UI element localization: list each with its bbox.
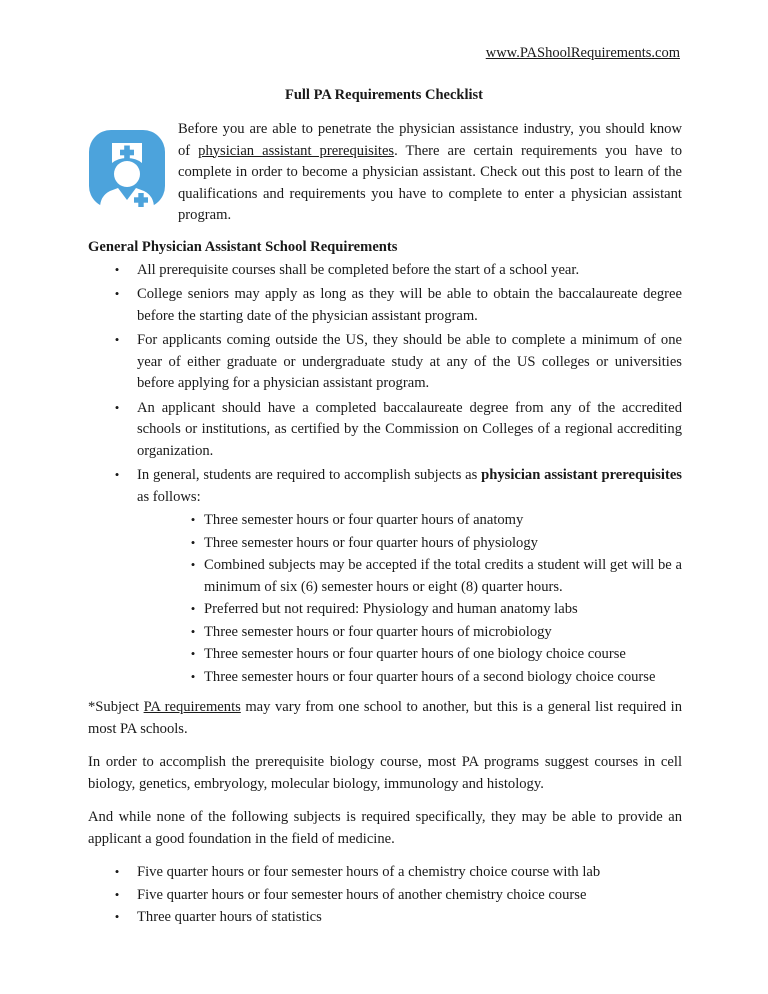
list-item [88, 284, 682, 327]
physician-assistant-logo [88, 125, 172, 221]
list-item-label: Preferred but not required: Physiology and human anatomy labs [204, 601, 578, 617]
prereq-text-part2: as follows: [137, 488, 201, 505]
site-url-link[interactable]: www.PAShoolRequirements.com [485, 45, 680, 61]
bullet-icon: • [114, 261, 120, 277]
bullet-icon: • [190, 646, 196, 661]
bullet-icon: • [190, 668, 196, 684]
list-item [88, 330, 682, 395]
list-item [137, 533, 682, 555]
list-item [137, 555, 682, 598]
list-item-label: Three quarter hours of statistics [137, 909, 322, 925]
list-item-label: Three semester hours or four quarter hours of microbiology [204, 623, 552, 640]
list-item [88, 907, 682, 929]
list-item-label: College seniors may apply as long as they will be able to obtain the baccalaureate degree before the starting date of the physician assistant program. [137, 286, 682, 324]
bullet-icon: • [114, 286, 120, 301]
prereq-text-part1: In general, students are required to accomplish subjects as [137, 467, 482, 483]
list-item [137, 644, 682, 666]
list-item [88, 260, 682, 282]
bullet-icon: • [114, 864, 120, 879]
pa-requirements-link[interactable]: PA requirements [143, 699, 241, 715]
site-url-header [88, 44, 680, 62]
list-item-label: Three semester hours or four quarter hours of a second biology choice course [204, 668, 656, 685]
bullet-icon: • [190, 512, 196, 527]
bullet-icon: • [190, 623, 196, 639]
prerequisite-subjects-list [137, 510, 682, 688]
note-text-part1: *Subject [88, 699, 144, 715]
list-item-label: Five quarter hours or four semester hours of a chemistry choice course with lab [137, 864, 601, 880]
list-item [88, 862, 682, 884]
bullet-icon: • [114, 886, 120, 902]
bullet-icon: • [190, 601, 196, 616]
list-item-label: Three semester hours or four quarter hours of physiology [204, 534, 538, 551]
list-item-label: Three semester hours or four quarter hours of one biology choice course [204, 646, 626, 662]
bullet-icon: • [190, 557, 196, 572]
bullet-icon: • [114, 909, 120, 924]
bullet-icon: • [114, 332, 120, 347]
bullet-icon: • [114, 467, 120, 482]
intro-text-part1: Before you are able to penetrate the physician assistance industry, you should know of [178, 121, 682, 159]
list-item [137, 599, 682, 621]
bullet-icon: • [114, 399, 120, 415]
document-body [88, 119, 682, 930]
list-item-label: Three semester hours or four quarter hours of anatomy [204, 512, 524, 528]
bullet-icon: • [190, 534, 196, 550]
general-requirements-list [88, 260, 682, 689]
list-item-label: Five quarter hours or four semester hours of another chemistry choice course [137, 886, 587, 903]
physician-assistant-logo-icon [88, 125, 166, 213]
list-item-prerequisites [88, 465, 682, 688]
list-item-label [137, 465, 682, 508]
list-item-label: All prerequisite courses shall be completed before the start of a school year. [137, 261, 580, 278]
list-item-label: An applicant should have a completed baccalaureate degree from any of the accredited schools or institutions, as certified by the Commission on Colleges of a regional accrediting organization. [137, 399, 682, 459]
intro-paragraph [88, 119, 682, 227]
list-item [88, 885, 682, 907]
section-heading-general-requirements: General Physician Assistant School Requirements [88, 238, 398, 255]
subject-note-paragraph [88, 697, 682, 740]
page-title: Full PA Requirements Checklist [284, 87, 484, 103]
list-item [137, 510, 682, 532]
biology-courses-paragraph: In order to accomplish the prerequisite biology course, most PA programs suggest courses in cell biology, genetics, embryology, molecular biology, immunology and histology. [88, 754, 682, 792]
list-item-label: For applicants coming outside the US, they should be able to complete a minimum of one year of either graduate or undergraduate study at any of the US colleges or universities before applying for a physician assistant program. [137, 332, 682, 391]
list-item [137, 667, 682, 689]
closing-paragraphs [88, 691, 682, 929]
optional-subjects-paragraph: And while none of the following subjects is required specifically, they may be able to provide an applicant a good foundation in the field of medicine. [88, 809, 682, 847]
intro-text-part2: . There are certain requirements you have to complete in order to become a physician assistant. Check out this post to learn of the qualifications and requirements you have to complete to enter a physician assistant program. [178, 142, 682, 223]
physician-assistant-prerequisites-link[interactable]: physician assistant prerequisites [198, 142, 395, 159]
optional-subjects-list [88, 862, 682, 929]
list-item [137, 622, 682, 644]
list-item-label: Combined subjects may be accepted if the total credits a student will get will be a minimum of six (6) semester hours or eight (8) quarter hours. [204, 557, 682, 595]
prereq-bold-phrase: physician assistant prerequisites [481, 467, 682, 483]
note-text-part2: may vary from one school to another, but this is a general list required in most PA schools. [88, 699, 682, 737]
list-item [88, 398, 682, 463]
